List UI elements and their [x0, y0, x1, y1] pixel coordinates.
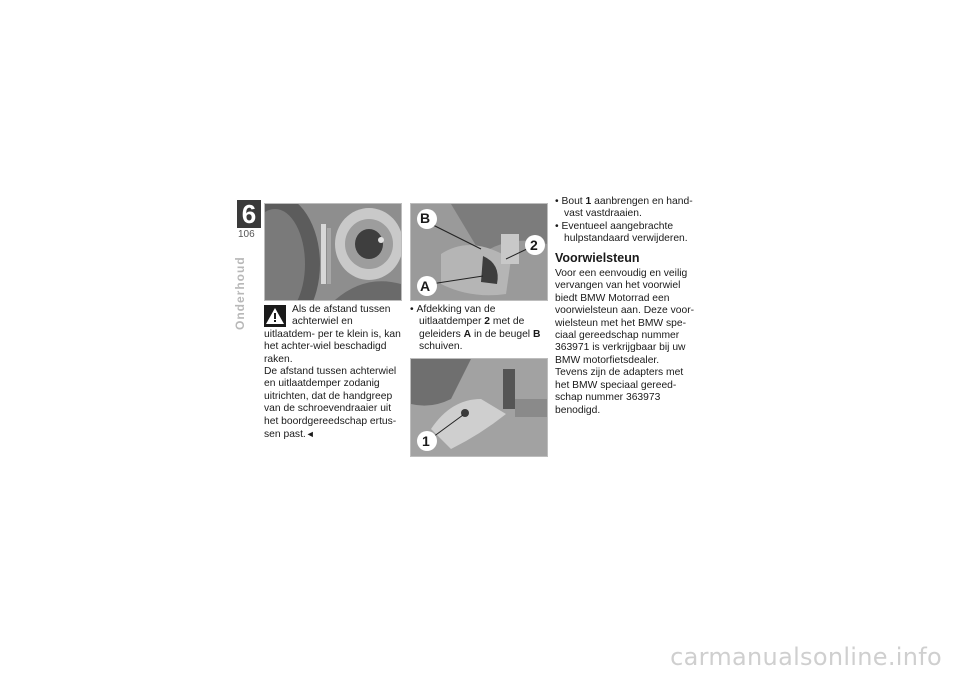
step-text-c: met de geleiders [419, 316, 525, 340]
callout-label-2: 2 [530, 237, 538, 253]
watermark-text: carmanualsonline.info [670, 643, 942, 671]
photo-muffler-cover [410, 203, 548, 301]
instruction-paragraph [264, 366, 404, 441]
body-paragraph: Voor een eenvoudig en veilig vervangen van het voorwiel biedt BMW Motorrad een voorwielsteun aan. Deze voor-wielsteun met het BMW spe-ciaal gereedschap nummer 363971 is verkrijgbaar bij uw BMW motorfietsdealer. [555, 268, 695, 366]
instruction-text: De afstand tussen achterwiel en uitlaatdemper zodanig uitrichten, dat de handgreep van de schroevendraaier uit het boordgereedschap ertus-sen past. [264, 366, 397, 441]
ref-letter-a: A [463, 328, 472, 340]
section-tab-label: Onderhoud [233, 256, 247, 330]
warning-paragraph [264, 304, 404, 366]
column-cover-instruction [410, 304, 546, 354]
column-warning [264, 304, 404, 441]
column-front-wheel-stand [555, 196, 695, 417]
warning-text-line1: Als de afstand tussen [292, 304, 391, 315]
ref-number-2: 2 [484, 316, 490, 328]
section-heading: Voorwielsteun [555, 250, 640, 265]
photo-muffler-rear-wheel [264, 203, 402, 301]
callout-label-1: 1 [422, 433, 430, 449]
step-text: aanbrengen en hand-vast vastdraaien. [564, 196, 693, 220]
ref-number-1: 1 [585, 196, 592, 207]
body-paragraph: Tevens zijn de adapters met het BMW speciaal gereed-schap nummer 363973 benodigd. [555, 367, 684, 416]
step-text: Eventueel aangebrachte hulpstandaard verwijderen. [561, 220, 688, 245]
list-item: • Afdekking van de uitlaatdemper 2 met de geleiders A in de beugel B schuiven. [410, 304, 541, 353]
page-number: 106 [238, 229, 255, 240]
callout-label-a: A [420, 278, 431, 294]
chapter-number-badge: 6 [237, 200, 261, 228]
photo-bolt [410, 358, 548, 457]
step-text: Bout [561, 196, 583, 207]
list-item: • Bout 1 aanbrengen en hand-vast vastdraaien. [555, 196, 693, 220]
ref-letter-b: B [532, 328, 541, 340]
warning-text-rest: per te klein is, kan het achter-wiel beschadigd raken. [264, 328, 401, 365]
end-mark-icon: ◄ [305, 429, 315, 440]
callout-label-b: B [420, 210, 431, 226]
list-item: • Eventueel aangebrachte hulpstandaard verwijderen. [555, 220, 688, 245]
step-text-e: in de beugel [473, 328, 531, 340]
step-text-g: schuiven. [419, 341, 463, 353]
warning-text-line2: achterwiel en uitlaatdem- [264, 316, 353, 340]
warning-triangle-icon [264, 305, 286, 327]
step-text-a: Afdekking van de uitlaatdemper [416, 304, 496, 328]
